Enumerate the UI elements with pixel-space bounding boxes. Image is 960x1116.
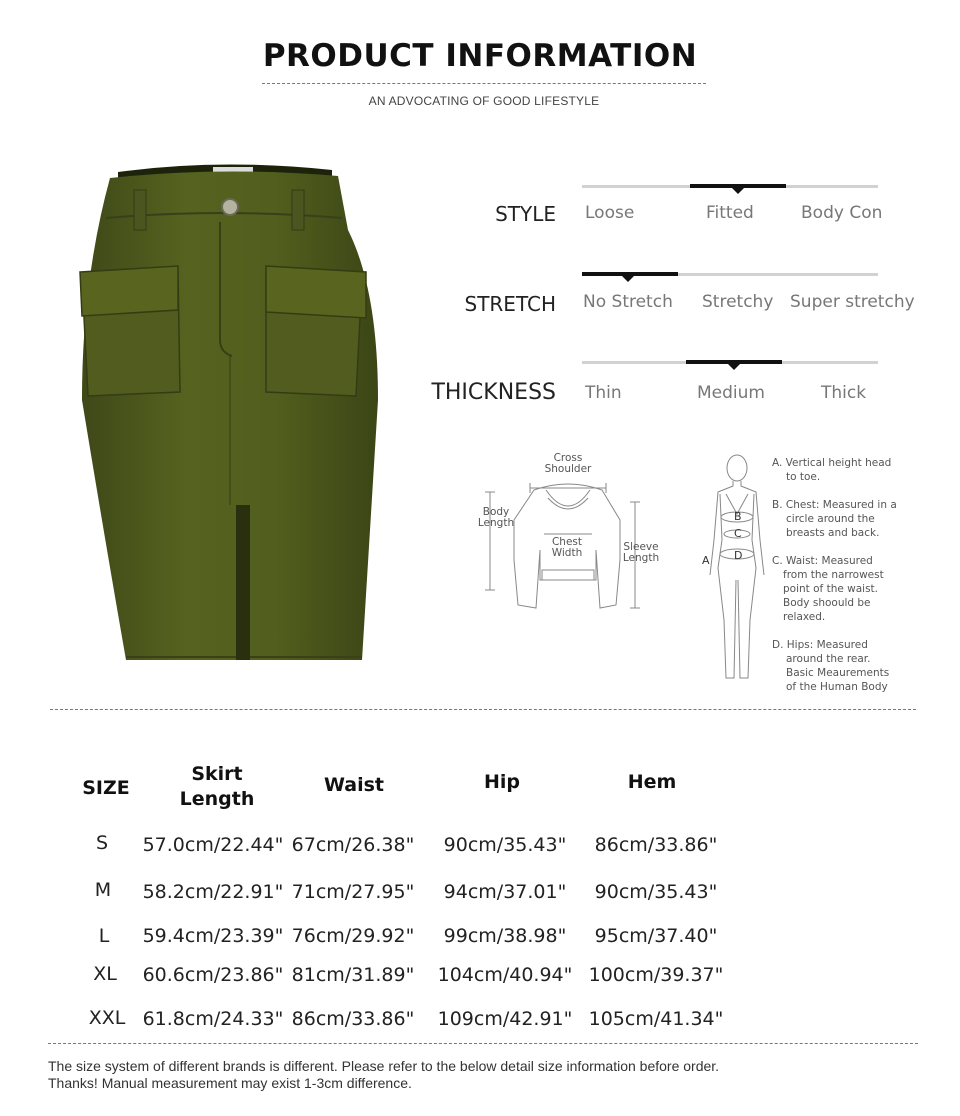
sleeve-length-label	[618, 542, 664, 564]
body-figure-diagram	[700, 450, 770, 686]
cross-shoulder-label	[536, 453, 600, 475]
thickness-label: THICKNESS	[431, 380, 556, 405]
body-length-line2: Length	[477, 517, 515, 529]
footer-divider	[48, 1043, 918, 1044]
footer-note-1: The size system of different brands is different. Please refer to the below detail size information before order.	[48, 1058, 720, 1074]
table-cell-waist: 86cm/33.86"	[291, 1008, 415, 1030]
chest-width-label	[544, 537, 590, 559]
footer-note-2: Thanks! Manual measurement may exist 1-3cm difference.	[48, 1075, 412, 1091]
note-c-line4: Body shoould be	[783, 597, 871, 609]
title-divider	[262, 83, 706, 84]
table-cell-hem: 86cm/33.86"	[594, 834, 718, 856]
note-d-line2: around the rear.	[786, 653, 871, 665]
note-b	[772, 498, 897, 540]
table-row-size: M	[94, 879, 112, 901]
table-row-size: S	[95, 832, 109, 854]
body-length-line1: Body	[482, 506, 510, 518]
sweater-measurement-diagram	[470, 450, 670, 620]
table-row-size: XL	[93, 963, 117, 985]
note-b-line2: circle around the	[786, 513, 875, 525]
table-cell-waist: 71cm/27.95"	[291, 881, 415, 903]
note-d-line4: of the Human Body	[786, 681, 888, 693]
table-cell-skirt-length: 60.6cm/23.86"	[142, 964, 284, 986]
cross-shoulder-line1: Cross	[553, 452, 583, 464]
stretch-option-no-stretch: No Stretch	[583, 292, 673, 312]
thickness-pointer-icon	[728, 364, 740, 370]
table-cell-hip: 90cm/35.43"	[443, 834, 567, 856]
table-cell-hem: 105cm/41.34"	[588, 1008, 724, 1030]
note-c	[772, 554, 884, 624]
table-cell-hem: 100cm/39.37"	[588, 964, 724, 986]
sleeve-length-line1: Sleeve	[623, 541, 659, 553]
note-a-line1: A. Vertical height head	[772, 457, 892, 469]
table-cell-hip: 109cm/42.91"	[437, 1008, 573, 1030]
style-option-fitted: Fitted	[706, 203, 754, 223]
stretch-pointer-icon	[622, 276, 634, 282]
cross-shoulder-line2: Shoulder	[544, 463, 592, 475]
table-cell-skirt-length: 59.4cm/23.39"	[142, 925, 284, 947]
marker-d: D	[734, 549, 743, 562]
thickness-option-thin: Thin	[585, 383, 622, 403]
note-c-line1: C. Waist: Measured	[772, 555, 873, 567]
table-cell-waist: 67cm/26.38"	[291, 834, 415, 856]
table-cell-skirt-length: 57.0cm/22.44"	[142, 834, 284, 856]
thickness-option-thick: Thick	[821, 383, 867, 403]
note-a-line2: to toe.	[786, 471, 821, 483]
page-subtitle: AN ADVOCATING OF GOOD LIFESTYLE	[368, 94, 600, 108]
note-b-line3: breasts and back.	[786, 527, 880, 539]
style-pointer-icon	[732, 188, 744, 194]
note-d-line1: D. Hips: Measured	[772, 639, 868, 651]
table-cell-hip: 99cm/38.98"	[443, 925, 567, 947]
note-c-line2: from the narrowest	[783, 569, 884, 581]
header-hip: Hip	[483, 771, 520, 793]
note-d-line3: Basic Meaurements	[786, 667, 890, 679]
style-option-loose: Loose	[585, 203, 635, 223]
table-cell-hip: 94cm/37.01"	[443, 881, 567, 903]
header-skirt-length	[166, 762, 268, 812]
note-b-line1: B. Chest: Measured in a	[772, 499, 897, 511]
note-d	[772, 638, 889, 694]
page-title: PRODUCT INFORMATION	[262, 38, 698, 74]
marker-c: C	[734, 527, 742, 540]
table-cell-skirt-length: 58.2cm/22.91"	[142, 881, 284, 903]
marker-a: A	[702, 554, 710, 567]
style-option-body-con: Body Con	[801, 203, 883, 223]
thickness-option-medium: Medium	[697, 383, 765, 403]
note-c-line3: point of the waist.	[783, 583, 879, 595]
table-cell-hem: 95cm/37.40"	[594, 925, 718, 947]
stretch-option-stretchy: Stretchy	[702, 292, 774, 312]
chest-width-line2: Width	[551, 547, 583, 559]
table-cell-waist: 81cm/31.89"	[291, 964, 415, 986]
style-label: STYLE	[495, 202, 556, 226]
section-divider	[50, 709, 916, 710]
header-skirt-length-line1: Skirt	[191, 763, 243, 785]
table-cell-hem: 90cm/35.43"	[594, 881, 718, 903]
marker-b: B	[734, 510, 742, 523]
header-skirt-length-line2: Length	[179, 788, 255, 810]
chest-width-line1: Chest	[551, 536, 583, 548]
product-image	[70, 160, 390, 670]
table-cell-hip: 104cm/40.94"	[437, 964, 573, 986]
note-c-line5: relaxed.	[783, 611, 826, 623]
sleeve-length-line2: Length	[622, 552, 660, 564]
stretch-option-super-stretchy: Super stretchy	[790, 292, 915, 312]
table-row-size: XXL	[88, 1007, 126, 1029]
header-hem: Hem	[627, 771, 677, 793]
header-size: SIZE	[82, 777, 130, 799]
stretch-label: STRETCH	[464, 292, 556, 316]
header-waist: Waist	[323, 774, 384, 796]
table-cell-skirt-length: 61.8cm/24.33"	[142, 1008, 284, 1030]
body-length-label	[470, 507, 522, 529]
note-a	[772, 456, 891, 484]
table-cell-waist: 76cm/29.92"	[291, 925, 415, 947]
table-row-size: L	[98, 925, 110, 947]
